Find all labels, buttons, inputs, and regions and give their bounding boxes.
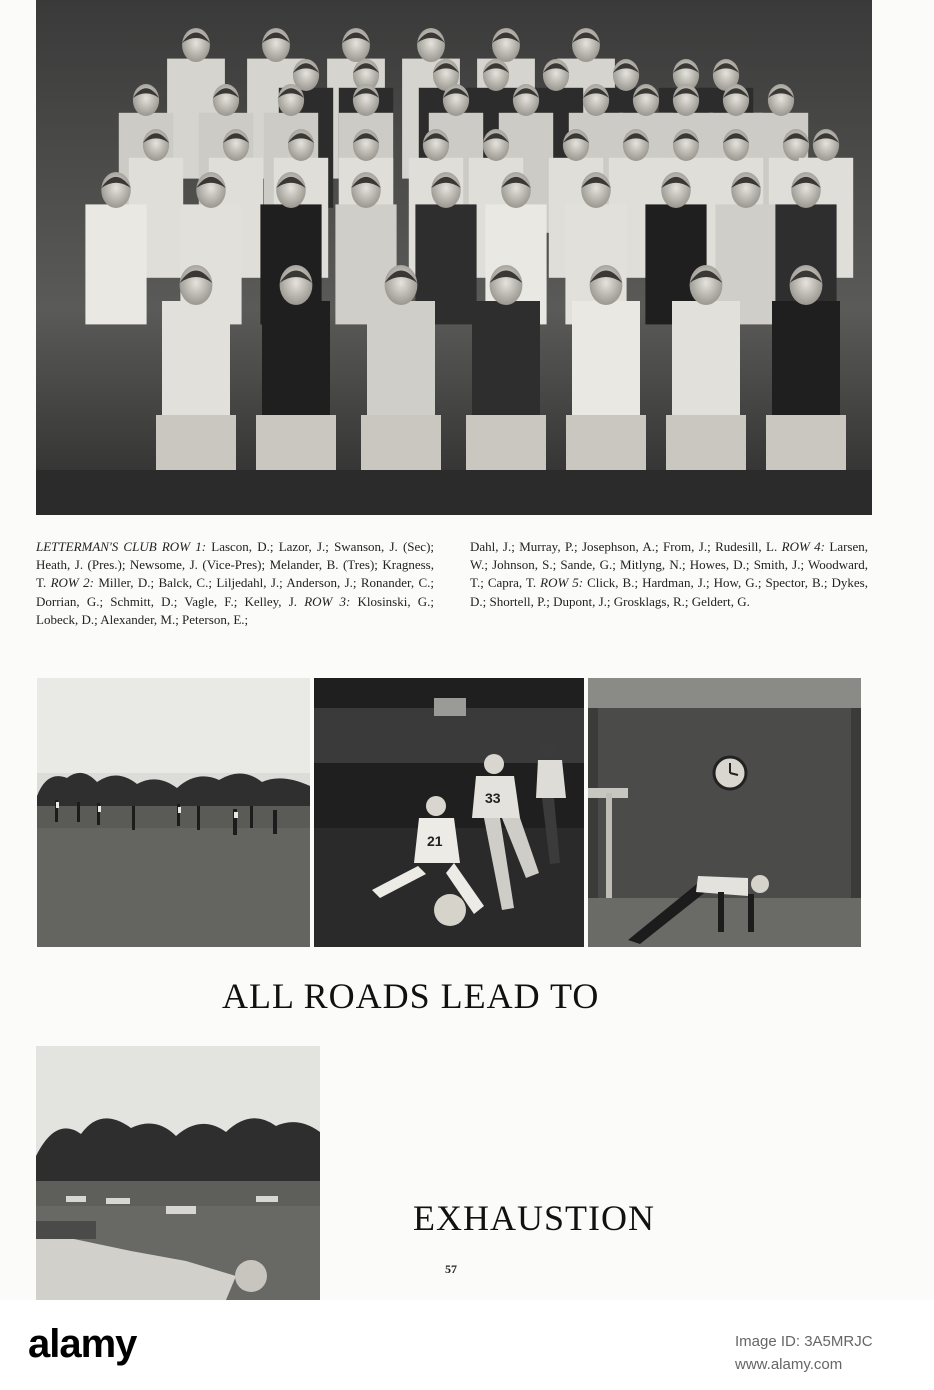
caption-row4-names: Larsen, W.; Johnson, S.; Sande, G.; Mitlyng, N.; Howes, D.; Smith, J.; Woodward, T.; Capra, T. [470, 539, 869, 591]
gym-exercise-photo [588, 678, 861, 947]
caption-row3-names-right: Dahl, J.; Murray, P.; Josephson, A.; From, J.; Rudesill, L. [470, 539, 778, 554]
letterman-club-group-photo [36, 0, 872, 515]
watermark-url: www.alamy.com [735, 1356, 843, 1373]
caption-row3-label: ROW 3: [304, 593, 351, 609]
caption-row5-label: ROW 5: [540, 575, 584, 591]
caption-row1-names: Lascon, D.; Lazor, J.; Swanson, J. (Sec); Heath, J. (Pres.); Newsome, J. (Vice-Pres); Melander, B. (Tres); Kragness, T. [36, 539, 435, 591]
group-caption-right [470, 538, 868, 611]
caption-row5-names: Click, B.; Hardman, J.; How, G.; Spector, B.; Dykes, D.; Shortell, P.; Dupont, J.; Grosklags, R.; Geldert, G. [470, 575, 868, 609]
field-exercise-photo [37, 678, 310, 947]
watermark-image-id: Image ID: 3A5MRJC [735, 1333, 873, 1350]
jersey-number-33: 33 [485, 790, 501, 806]
headline-all-roads: ALL ROADS LEAD TO [222, 976, 600, 1016]
caption-row3-names-left: Klosinski, G.; Lobeck, D.; Alexander, M.; Peterson, E.; [36, 593, 435, 627]
exhaustion-field-photo [36, 1046, 320, 1300]
caption-row4-label: ROW 4: [781, 539, 825, 554]
basketball-game-photo [314, 678, 584, 947]
caption-row2-names: Miller, D.; Balck, C.; Liljedahl, J.; Anderson, J.; Ronander, C.; Dorrian, G.; Schmitt, D.; Vagle, F.; Kelley, J. [36, 575, 435, 609]
jersey-number-21: 21 [427, 833, 443, 849]
caption-row2-label: ROW 2: [50, 575, 94, 591]
group-caption-left [36, 538, 434, 629]
caption-title: LETTERMAN'S CLUB ROW 1: [36, 539, 207, 554]
page-number: 57 [445, 1262, 457, 1276]
watermark-brand-logo: alamy [28, 1322, 137, 1366]
headline-exhaustion: EXHAUSTION [413, 1198, 655, 1238]
